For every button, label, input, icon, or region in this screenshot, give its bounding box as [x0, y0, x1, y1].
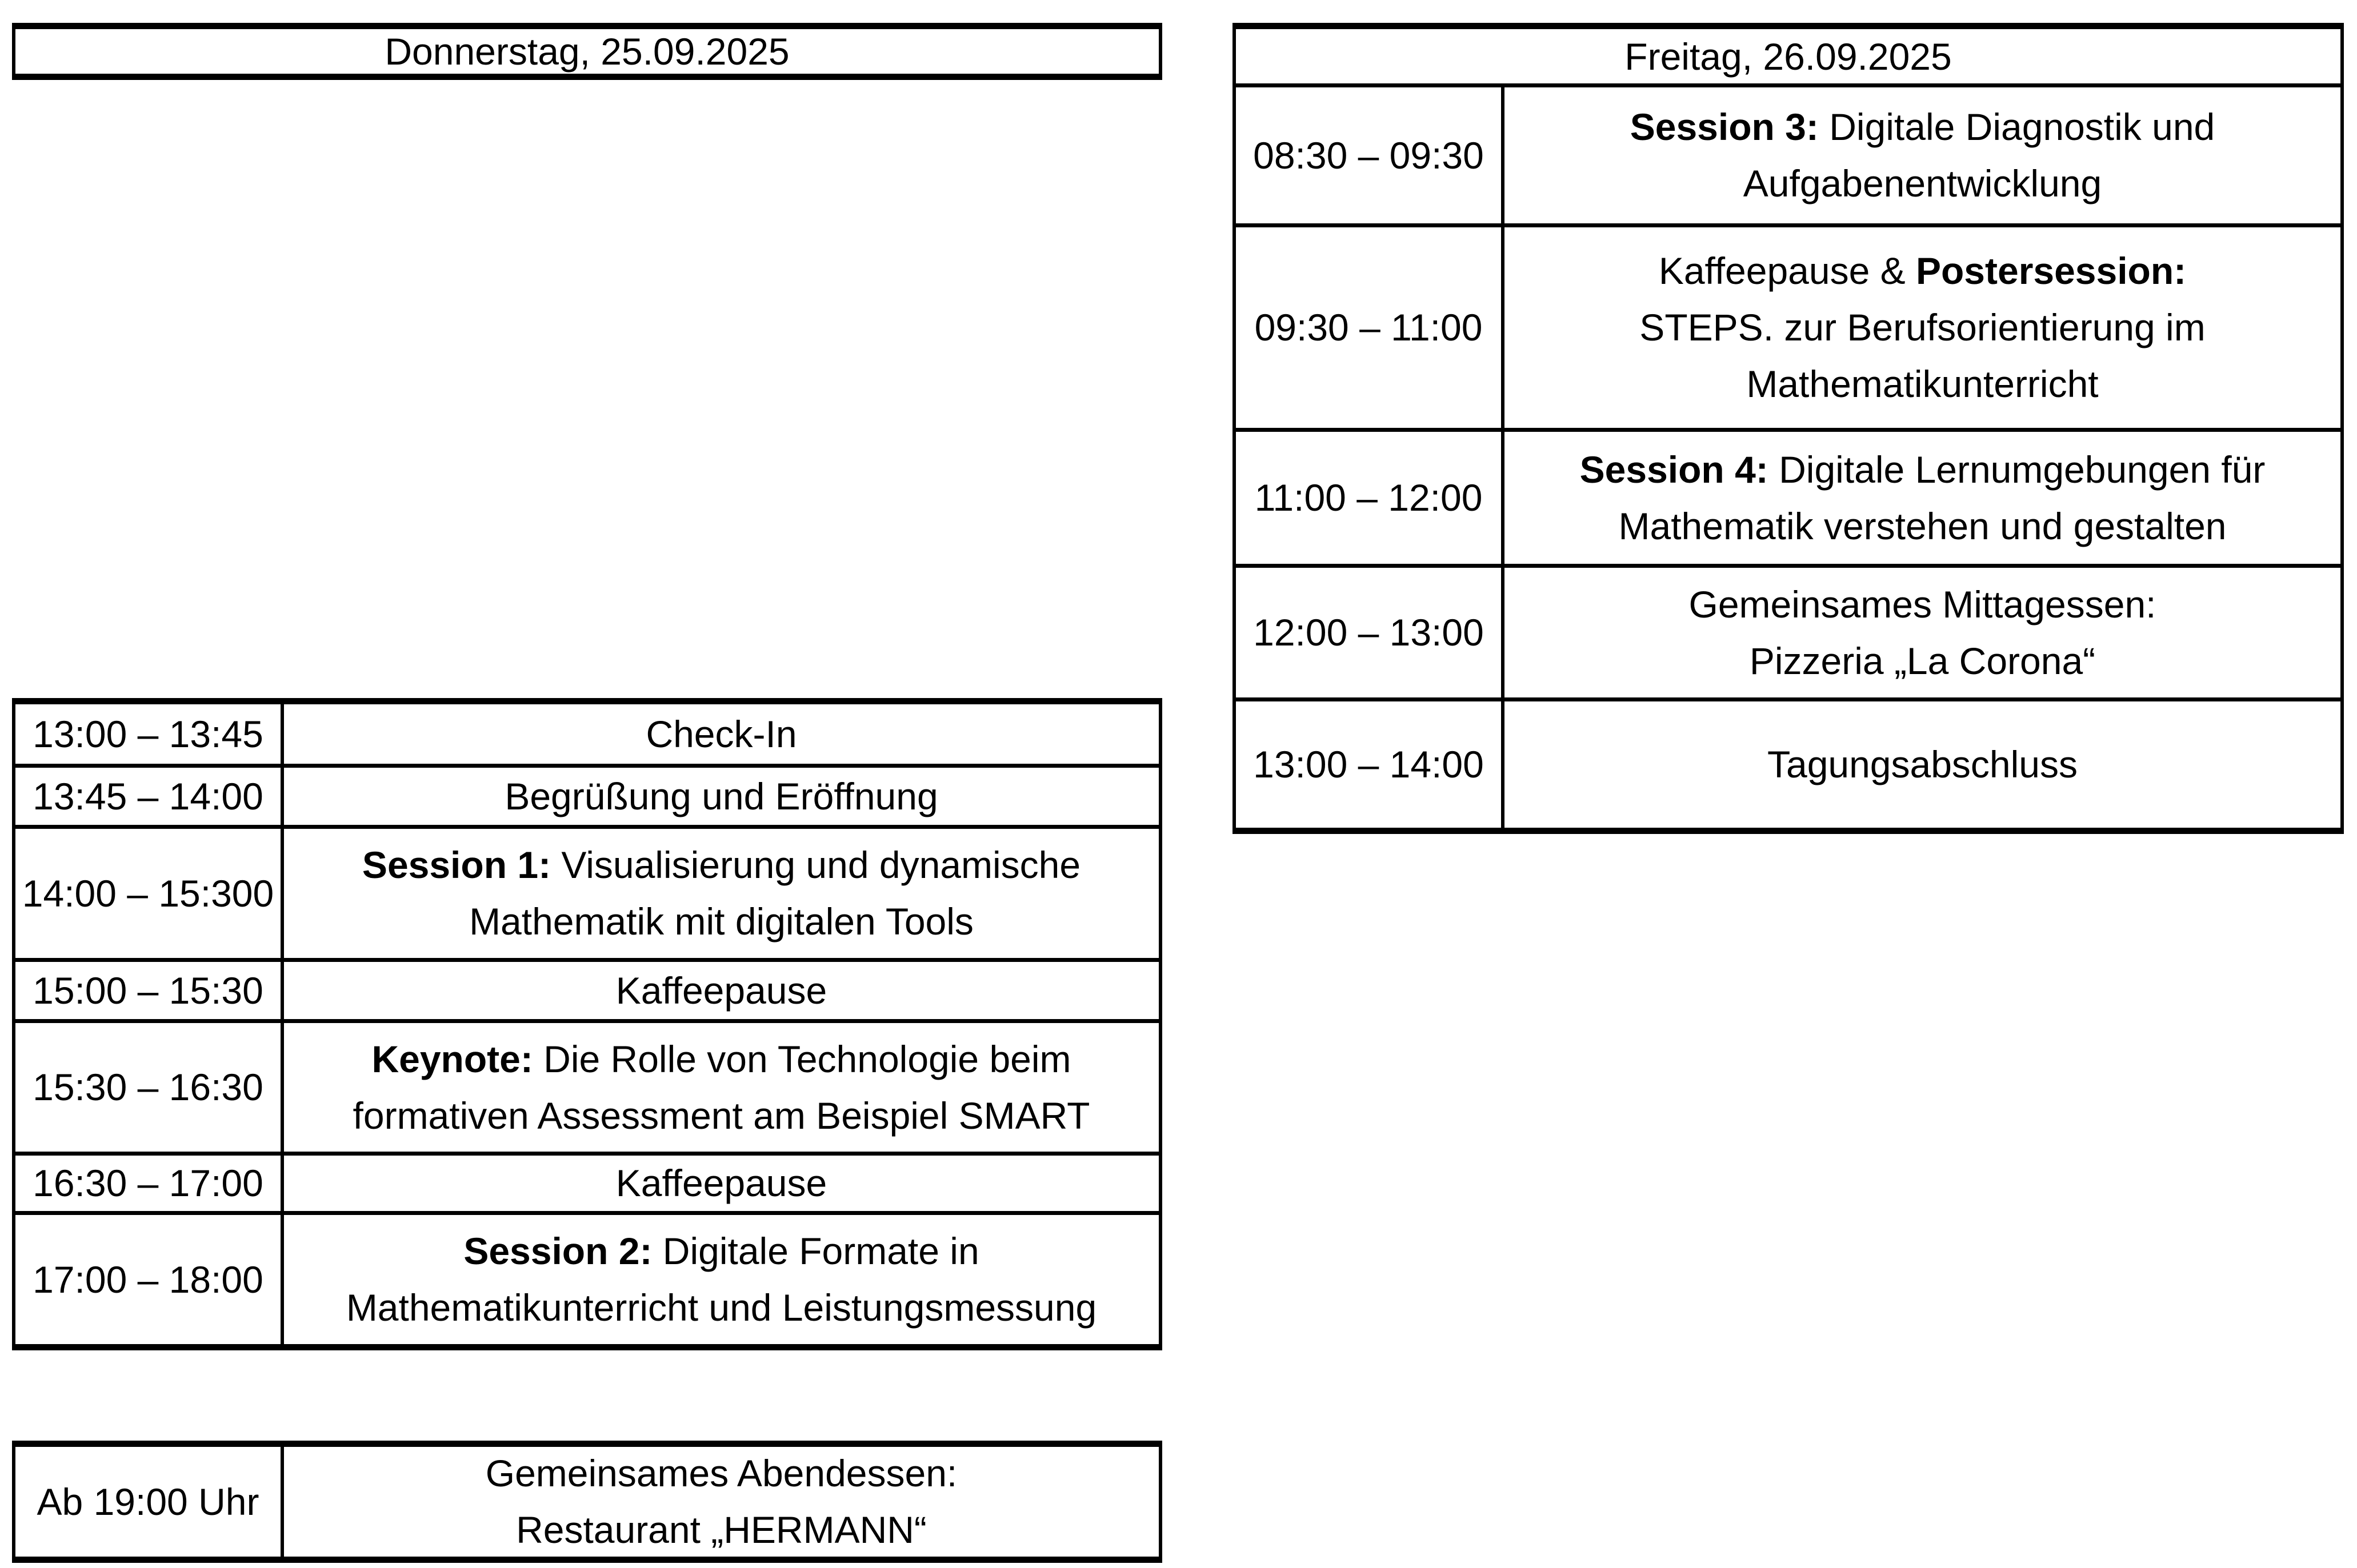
- time-cell: 12:00 – 13:00: [1236, 568, 1504, 697]
- event-line: [505, 768, 938, 825]
- schedule-row: [1236, 87, 2340, 223]
- event-text: Kaffeepause: [615, 1162, 827, 1204]
- event-line: [1688, 576, 2156, 633]
- event-text: Digitale Formate in: [652, 1230, 979, 1272]
- event-text: Mathematikunterricht und Leistungsmessung: [346, 1286, 1097, 1329]
- day1-evening-rows: [15, 1447, 1159, 1557]
- event-cell: [1504, 701, 2340, 828]
- time-cell: 17:00 – 18:00: [15, 1215, 284, 1344]
- event-text: Aufgabenentwicklung: [1743, 162, 2102, 204]
- schedule-row: [1236, 564, 2340, 697]
- schedule-row: [15, 825, 1159, 958]
- schedule-row: [1236, 428, 2340, 564]
- time-cell: 09:30 – 11:00: [1236, 227, 1504, 428]
- event-cell: [284, 1023, 1159, 1152]
- event-line: [1580, 442, 2266, 498]
- time-cell: 15:00 – 15:30: [15, 962, 284, 1019]
- event-text: Die Rolle von Technologie beim: [533, 1037, 1071, 1080]
- event-line: [1743, 155, 2102, 212]
- event-line: [469, 893, 974, 950]
- event-cell: [284, 962, 1159, 1019]
- event-line: [1619, 498, 2227, 555]
- event-text: Mathematik mit digitalen Tools: [469, 900, 974, 943]
- time-cell: 13:00 – 13:45: [15, 704, 284, 764]
- event-line: [353, 1088, 1090, 1144]
- time-cell: 14:00 – 15:300: [15, 829, 284, 958]
- event-line: [1767, 736, 2078, 793]
- schedule-row: [15, 958, 1159, 1019]
- event-cell: [1504, 568, 2340, 697]
- event-cell: [284, 1447, 1159, 1557]
- day1-rows: [15, 704, 1159, 1344]
- time-cell: 16:30 – 17:00: [15, 1156, 284, 1211]
- event-line: [362, 837, 1081, 893]
- event-text: Gemeinsames Mittagessen:: [1688, 583, 2156, 625]
- event-line: [646, 706, 797, 763]
- time-cell: 15:30 – 16:30: [15, 1023, 284, 1152]
- event-line: [346, 1280, 1097, 1336]
- day2-title: Freitag, 26.09.2025: [1624, 35, 1952, 78]
- day1-evening-table: [12, 1441, 1162, 1563]
- day1-schedule-table: [12, 698, 1162, 1350]
- event-text: Begrüßung und Eröffnung: [505, 775, 938, 817]
- schedule-row: [15, 1211, 1159, 1344]
- event-text: Gemeinsames Abendessen:: [485, 1452, 958, 1494]
- event-line: [371, 1031, 1071, 1088]
- event-text: Kaffeepause: [615, 969, 827, 1012]
- event-text: Visualisierung und dynamische: [551, 844, 1081, 886]
- event-line: [1659, 243, 2186, 299]
- event-cell: [1504, 432, 2340, 564]
- time-cell: 13:00 – 14:00: [1236, 701, 1504, 828]
- event-cell: [284, 829, 1159, 958]
- schedule-row: [1236, 223, 2340, 428]
- schedule-row: [15, 1152, 1159, 1211]
- event-label-bold: Session 3:: [1630, 106, 1819, 148]
- event-label-bold: Postersession:: [1915, 250, 2187, 292]
- event-label-bold: Session 4:: [1579, 448, 1768, 491]
- event-line: [1639, 299, 2205, 356]
- event-label-bold: Keynote:: [371, 1037, 533, 1080]
- event-cell: [1504, 227, 2340, 428]
- event-line: [616, 1155, 827, 1212]
- day1-header-box: [12, 23, 1162, 80]
- event-text: Mathematik verstehen und gestalten: [1618, 504, 2227, 547]
- time-cell: 11:00 – 12:00: [1236, 432, 1504, 564]
- event-text: Kaffeepause &: [1658, 250, 1916, 292]
- event-text: Pizzeria „La Corona“: [1749, 639, 2096, 682]
- time-cell: Ab 19:00 Uhr: [15, 1447, 284, 1557]
- day2-schedule-table: [1232, 23, 2344, 834]
- event-line: [1750, 633, 2095, 689]
- event-text: Restaurant „HERMANN“: [516, 1509, 927, 1551]
- event-text: Digitale Lernumgebungen für: [1768, 448, 2266, 491]
- event-cell: [1504, 87, 2340, 223]
- day2-rows: [1236, 83, 2340, 828]
- event-text: STEPS. zur Berufsorientierung im: [1639, 306, 2206, 348]
- event-cell: [284, 768, 1159, 825]
- schedule-row: [15, 1447, 1159, 1557]
- event-cell: [284, 704, 1159, 764]
- schedule-row: [15, 704, 1159, 764]
- schedule-row: [1236, 697, 2340, 828]
- schedule-row: [15, 764, 1159, 825]
- day1-title: Donnerstag, 25.09.2025: [385, 30, 790, 73]
- event-cell: [284, 1156, 1159, 1211]
- event-text: Digitale Diagnostik und: [1818, 106, 2215, 148]
- time-cell: 13:45 – 14:00: [15, 768, 284, 825]
- event-line: [616, 963, 827, 1019]
- schedule-row: [15, 1019, 1159, 1152]
- event-text: Check-In: [646, 712, 797, 755]
- event-text: formativen Assessment am Beispiel SMART: [353, 1094, 1090, 1137]
- event-text: Tagungsabschluss: [1767, 743, 2078, 785]
- event-line: [463, 1223, 979, 1280]
- event-cell: [284, 1215, 1159, 1344]
- time-cell: 08:30 – 09:30: [1236, 87, 1504, 223]
- event-text: Mathematikunterricht: [1746, 363, 2099, 405]
- event-line: [486, 1445, 957, 1502]
- event-label-bold: Session 2:: [463, 1230, 653, 1272]
- event-line: [516, 1502, 927, 1558]
- event-label-bold: Session 1:: [362, 844, 551, 886]
- event-line: [1746, 356, 2098, 412]
- event-line: [1630, 99, 2215, 155]
